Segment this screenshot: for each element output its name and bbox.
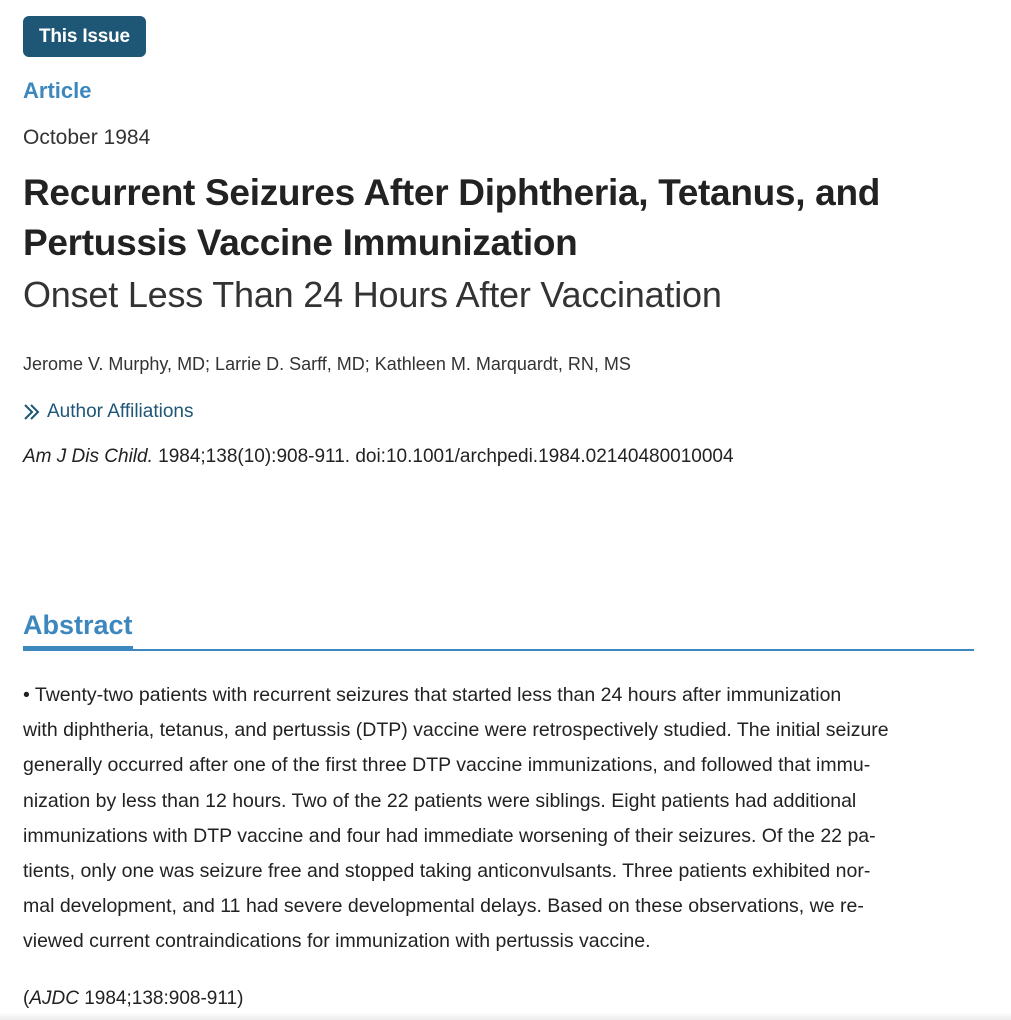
abstract-text (23, 678, 974, 960)
citation (23, 446, 734, 468)
abstract-line: viewed current contraindications for immunization with pertussis vaccine. (23, 930, 651, 953)
publication-date: October 1984 (23, 126, 151, 149)
double-chevron-right-icon (23, 402, 41, 422)
citation-details: 1984;138(10):908-911. doi:10.1001/archpedi.1984.02140480010004 (152, 446, 734, 467)
article-subtitle: Onset Less Than 24 Hours After Vaccination (23, 274, 722, 315)
abstract-reference (23, 988, 243, 1010)
article-page (23, 16, 974, 1009)
abstract-section-header (23, 601, 974, 651)
abstract-heading: Abstract (23, 606, 133, 651)
bottom-edge-shadow (0, 1012, 1011, 1020)
abstract-line: with diphtheria, tetanus, and pertussis (DTP) vaccine were retrospectively studied. The initial seizure (23, 719, 889, 742)
abstract-line: generally occurred after one of the first three DTP vaccine immunizations, and followed that immu- (23, 754, 871, 777)
citation-journal: Am J Dis Child. (23, 446, 153, 467)
this-issue-button[interactable]: This Issue (23, 16, 146, 57)
author-affiliations-toggle[interactable] (23, 401, 193, 423)
article-title: Recurrent Seizures After Diphtheria, Tetanus, and Pertussis Vaccine Immunization (23, 172, 881, 263)
abstract-line: tients, only one was seizure free and stopped taking anticonvulsants. Three patients exhibited nor- (23, 860, 871, 883)
abstract-line: • Twenty-two patients with recurrent seizures that started less than 24 hours after immunization (23, 684, 842, 706)
abstract-line: immunizations with DTP vaccine and four had immediate worsening of their seizures. Of the 22 pa- (23, 824, 876, 847)
author-affiliations-label: Author Affiliations (47, 401, 194, 422)
abstract-line: mal development, and 11 had severe developmental delays. Based on these observations, we re- (23, 895, 864, 918)
author-list: Jerome V. Murphy, MD; Larrie D. Sarff, MD; Kathleen M. Marquardt, RN, MS (23, 354, 631, 374)
reference-journal: AJDC (29, 988, 79, 1009)
reference-open-paren: ( (23, 988, 30, 1009)
reference-details: 1984;138:908-911) (78, 988, 244, 1009)
article-type-label: Article (23, 78, 92, 103)
abstract-line: nization by less than 12 hours. Two of the 22 patients were siblings. Eight patients had additional (23, 789, 857, 812)
